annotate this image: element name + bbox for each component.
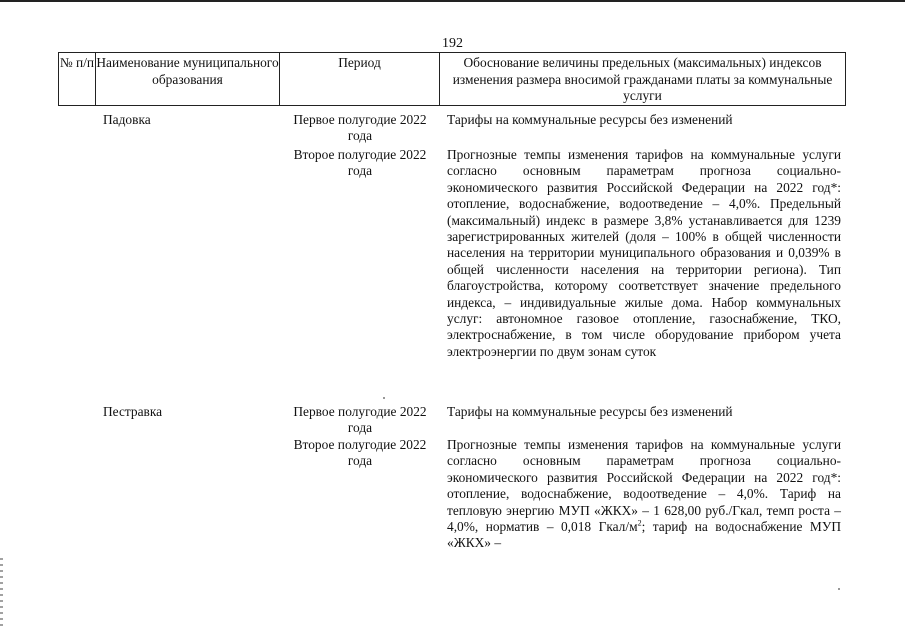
header-number xyxy=(58,52,96,106)
header-period-label: Период xyxy=(338,55,381,70)
scan-artifact xyxy=(0,558,3,628)
top-border-line xyxy=(0,0,905,2)
header-municipality-label: Наименование муниципального образования xyxy=(96,55,279,87)
row-2-period-second: Второе полугодие 2022 года xyxy=(293,437,427,469)
row-2-basis-second-superscript: 2 xyxy=(637,518,642,528)
row-1-period-second: Второе полугодие 2022 года xyxy=(293,147,427,179)
scan-speck xyxy=(838,588,840,590)
page-number: 192 xyxy=(442,36,463,51)
row-2-basis-second-tail: ; тариф на водоснабжение МУП «ЖКХ» – xyxy=(447,519,841,551)
row-2-municipality: Пестравка xyxy=(103,404,163,419)
header-basis xyxy=(440,52,846,106)
row-1-period-first: Первое полугодие 2022 года xyxy=(293,112,427,144)
header-municipality xyxy=(96,52,280,106)
row-1-municipality: Падовка xyxy=(103,112,151,127)
row-2-period-first: Первое полугодие 2022 года xyxy=(293,404,427,436)
header-number-label: № п/п xyxy=(59,55,95,70)
row-2-basis-second-main: Прогнозные темпы изменения тарифов на коммунальные услуги согласно основным параметрам прогноза социально-экономического развития Российской Федерации на 2022 год*: отопление, водоснабжение, водоотведение – 4,0%. Тариф на тепловую энергию МУП «ЖКХ» – 1 628,00 руб./Гкал, темп роста – 4,0%, норматив – 0,018 Гкал/м xyxy=(447,437,841,535)
row-1-basis-second: Прогнозные темпы изменения тарифов на коммунальные услуги согласно основным параметрам прогноза социально-экономического развития Российской Федерации на 2022 год*: отопление, водоснабжение, водоотведение – 4,0%. Предельный (максимальный) индекс в размере 3,8% устанавливается для 1239 зарегистрированных жителей (доля – 100% в общей численности населения на территории муниципального образования и 0,039% в общей численности населения на территории региона). Тип благоустройства, которому соответствует значение предельного индекса, – индивидуальные жилые дома. Набор коммунальных услуг: автономное газовое отопление, газоснабжение, ТКО, электроснабжение, в том числе оборудование прибором учета электроэнергии по двум зонам суток xyxy=(447,147,841,359)
header-basis-label: Обоснование величины предельных (максимальных) индексов изменения размера вносимой гражданами платы за коммунальные услуги xyxy=(452,55,833,103)
header-period xyxy=(280,52,440,106)
row-2-basis-first: Тарифы на коммунальные ресурсы без изменений xyxy=(447,404,733,419)
row-1-basis-first: Тарифы на коммунальные ресурсы без изменений xyxy=(447,112,733,127)
row-2-basis-second xyxy=(447,437,841,552)
scan-speck xyxy=(383,397,385,399)
